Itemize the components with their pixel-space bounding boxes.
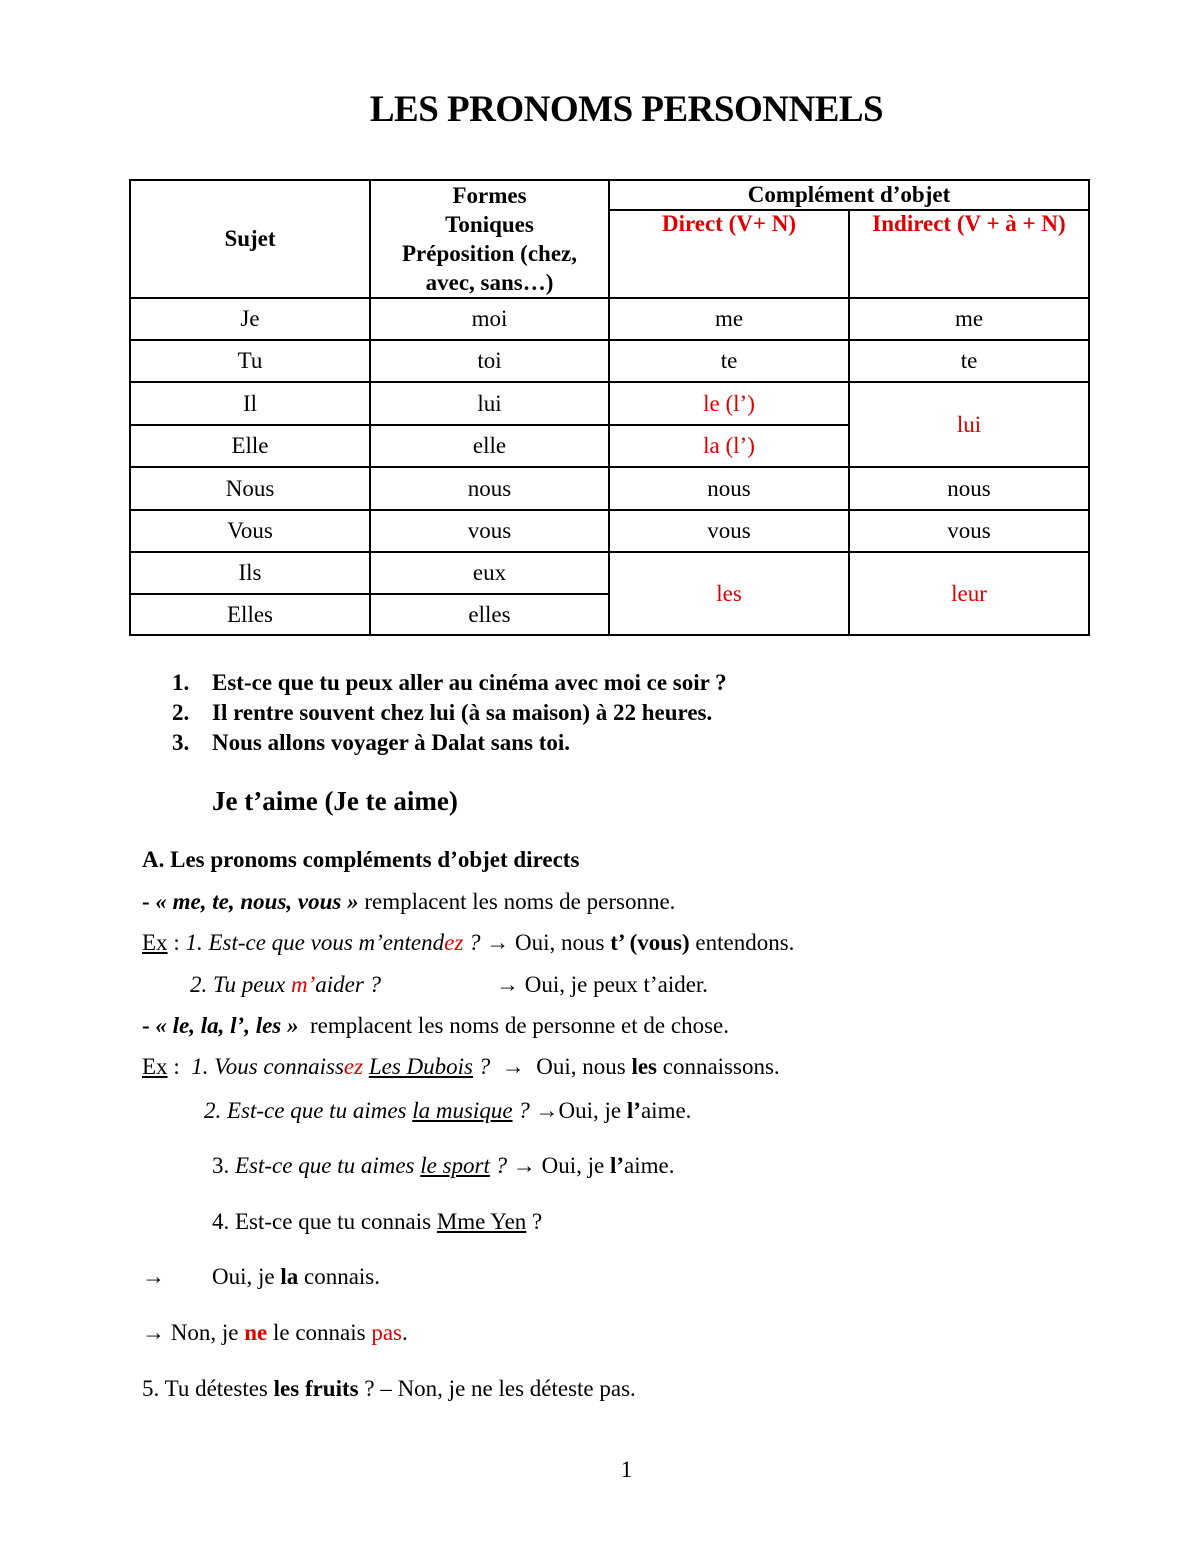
cell-indirect: nous [849,467,1089,510]
cell-tonique: elle [370,425,609,467]
example-5: 3. Est-ce que tu aimes le sport ? → Oui, je l’aime. [212,1153,675,1178]
header-formes-toniques: Formes Toniques Préposition (chez, avec, sans…) [370,180,609,298]
example-2: 2. Tu peux m’aider ? [190,972,382,997]
list-item: 3. Nous allons voyager à Dalat sans toi. [172,730,571,755]
cell-direct: le (l’) [609,382,849,425]
cell-indirect: te [849,340,1089,382]
cell-tonique: nous [370,467,609,510]
je-taime-line: Je t’aime (Je te aime) [212,786,458,816]
rule-2: - « le, la, l’, les » remplacent les noms de personne et de chose. [142,1013,729,1038]
cell-sujet: Ils [130,552,370,594]
cell-tonique: moi [370,298,609,340]
table-row [130,382,1089,425]
list-item: 1. Est-ce que tu peux aller au cinéma avec moi ce soir ? [172,670,727,695]
example-6: 4. Est-ce que tu connais Mme Yen ? [212,1209,543,1234]
table-row [130,298,1089,340]
cell-tonique: lui [370,382,609,425]
section-a-heading: A. Les pronoms compléments d’objet directs [142,847,580,872]
cell-indirect: vous [849,510,1089,552]
header-sujet: Sujet [130,180,370,298]
example-6-answer-no: → Non, je ne le connais pas. [142,1320,408,1345]
example-3: Ex : 1. Vous connaissez Les Dubois ? → Oui, nous les connaissons. [142,1054,780,1079]
cell-direct: nous [609,467,849,510]
page-number: 1 [620,1457,633,1482]
cell-direct: les [609,552,849,635]
header-complement: Complément d’objet [609,180,1089,210]
cell-tonique: elles [370,594,609,635]
example-6-answer-arrow: → [142,1264,165,1289]
cell-indirect: lui [849,382,1089,467]
header-indirect: Indirect (V + à + N) [849,210,1089,298]
example-7: 5. Tu détestes les fruits ? – Non, je ne les déteste pas. [142,1376,636,1401]
cell-tonique: toi [370,340,609,382]
cell-indirect: leur [849,552,1089,635]
cell-sujet: Elle [130,425,370,467]
list-item: 2. Il rentre souvent chez lui (à sa maison) à 22 heures. [172,700,713,725]
cell-direct: la (l’) [609,425,849,467]
table-row [130,340,1089,382]
page-title: LES PRONOMS PERSONNELS [369,89,884,130]
example-2-answer: → Oui, je peux t’aider. [496,972,709,997]
cell-sujet: Tu [130,340,370,382]
example-sentences [172,668,727,758]
cell-sujet: Elles [130,594,370,635]
rule-1: - « me, te, nous, vous » remplacent les noms de personne. [142,889,676,914]
cell-sujet: Vous [130,510,370,552]
table-row [130,552,1089,594]
table-row [130,467,1089,510]
cell-tonique: vous [370,510,609,552]
cell-sujet: Je [130,298,370,340]
table-row [130,510,1089,552]
cell-tonique: eux [370,552,609,594]
cell-direct: vous [609,510,849,552]
cell-sujet: Nous [130,467,370,510]
header-direct: Direct (V+ N) [609,210,849,298]
cell-indirect: me [849,298,1089,340]
cell-direct: te [609,340,849,382]
pronoun-table [129,179,1090,636]
cell-direct: me [609,298,849,340]
cell-sujet: Il [130,382,370,425]
example-6-answer-yes: Oui, je la connais. [212,1264,381,1289]
example-1: Ex : 1. Est-ce que vous m’entendez ? → Oui, nous t’ (vous) entendons. [142,930,795,955]
example-4: 2. Est-ce que tu aimes la musique ? →Oui, je l’aime. [204,1098,692,1123]
